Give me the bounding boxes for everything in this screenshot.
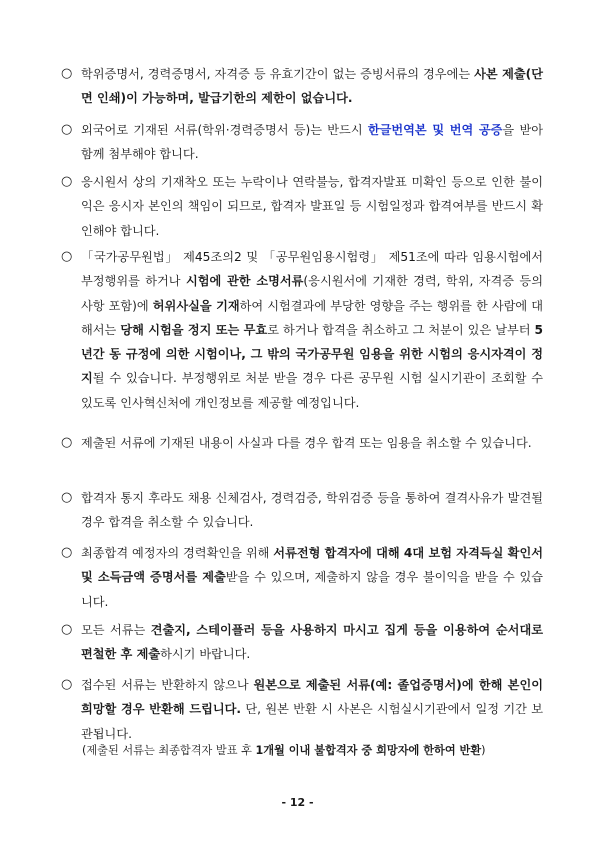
notice-item (61, 486, 543, 535)
bullet-circle: ○ (61, 490, 73, 505)
page-number: - 12 - (281, 796, 314, 809)
notice-item (61, 62, 543, 111)
item-text: 최종합격 예정자의 경력확인을 위해 서류전형 합격자에 대해 4대 보험 자격득실 확인서 및 소득금액 증명서를 제출받을 수 있으며, 제출하지 않을 경우 불이익을 받을 수 있습니다. (81, 546, 543, 609)
bullet-circle: ○ (61, 174, 73, 189)
bullet-circle: ○ (61, 677, 73, 692)
bullet-circle: ○ (61, 545, 73, 560)
item-text: 학위증명서, 경력증명서, 자격증 등 유효기간이 없는 증빙서류의 경우에는 사본 제출(단면 인쇄)이 가능하며, 발급기한의 제한이 없습니다. (81, 67, 543, 106)
notice-item (61, 118, 543, 167)
bullet-circle: ○ (61, 622, 73, 637)
item-text: 외국어로 기재된 서류(학위·경력증명서 등)는 반드시 한글번역본 및 번역 공증을 받아 함께 첨부해야 합니다. (81, 123, 543, 162)
notice-item (61, 673, 543, 746)
item-text: 제출된 서류에 기재된 내용이 사실과 다를 경우 합격 또는 임용을 취소할 수 있습니다. (81, 436, 532, 450)
bullet-circle: ○ (61, 249, 73, 264)
notice-item (61, 170, 543, 243)
return-note: (제출된 서류는 최종합격자 발표 후 1개월 이내 불합격자 중 희망자에 한하여 반환) (82, 744, 486, 757)
notice-item (61, 245, 543, 415)
notice-item (61, 431, 543, 455)
notice-item (61, 618, 543, 667)
notice-item (61, 541, 543, 614)
item-text: 「국가공무원법」 제45조의2 및 「공무원임용시험령」 제51조에 따라 임용시험에서 부정행위를 하거나 시험에 관한 소명서류(응시원서에 기재한 경력, 학위, 자격증 등의 사항 포함)에 허위사실을 기재하여 시험결과에 부당한 영향을 주는 행위를 한 사람에 대해서는 당해 시험을 정지 또는 무효로 하거나 합격을 취소하고 그 처분이 있은 날부터 5년간 동 규정에 의한 시험이나, 그 밖의 국가공무원 임용을 위한 시험의 응시자격이 정지될 수 있습니다. 부정행위로 처분 받을 경우 다른 공무원 시험 실시기관이 조회할 수 있도록 인사혁신처에 개인정보를 제공할 예정입니다. (81, 250, 544, 410)
highlight-translation: 한글번역본 및 번역 공증 (367, 123, 503, 137)
item-text: 접수된 서류는 반환하지 않으나 원본으로 제출된 서류(예: 졸업증명서)에 한해 본인이 희망할 경우 반환해 드립니다. 단, 원본 반환 시 사본은 시험실시기관에서 일정 기간 보관됩니다. (81, 678, 544, 741)
bullet-circle: ○ (61, 435, 73, 450)
bullet-circle: ○ (61, 66, 73, 81)
item-text: 모든 서류는 견출지, 스테이플러 등을 사용하지 마시고 집게 등을 이용하여 순서대로 편철한 후 제출하시기 바랍니다. (81, 623, 543, 662)
bullet-circle: ○ (61, 122, 73, 137)
item-text: 응시원서 상의 기재착오 또는 누락이나 연락불능, 합격자발표 미확인 등으로 인한 불이익은 응시자 본인의 책임이 되므로, 합격자 발표일 등 시험일정과 합격여부를 반드시 확인해야 합니다. (81, 175, 543, 238)
item-text: 합격자 통지 후라도 채용 신체검사, 경력검증, 학위검증 등을 통하여 결격사유가 발견될 경우 합격을 취소할 수 있습니다. (81, 491, 543, 530)
